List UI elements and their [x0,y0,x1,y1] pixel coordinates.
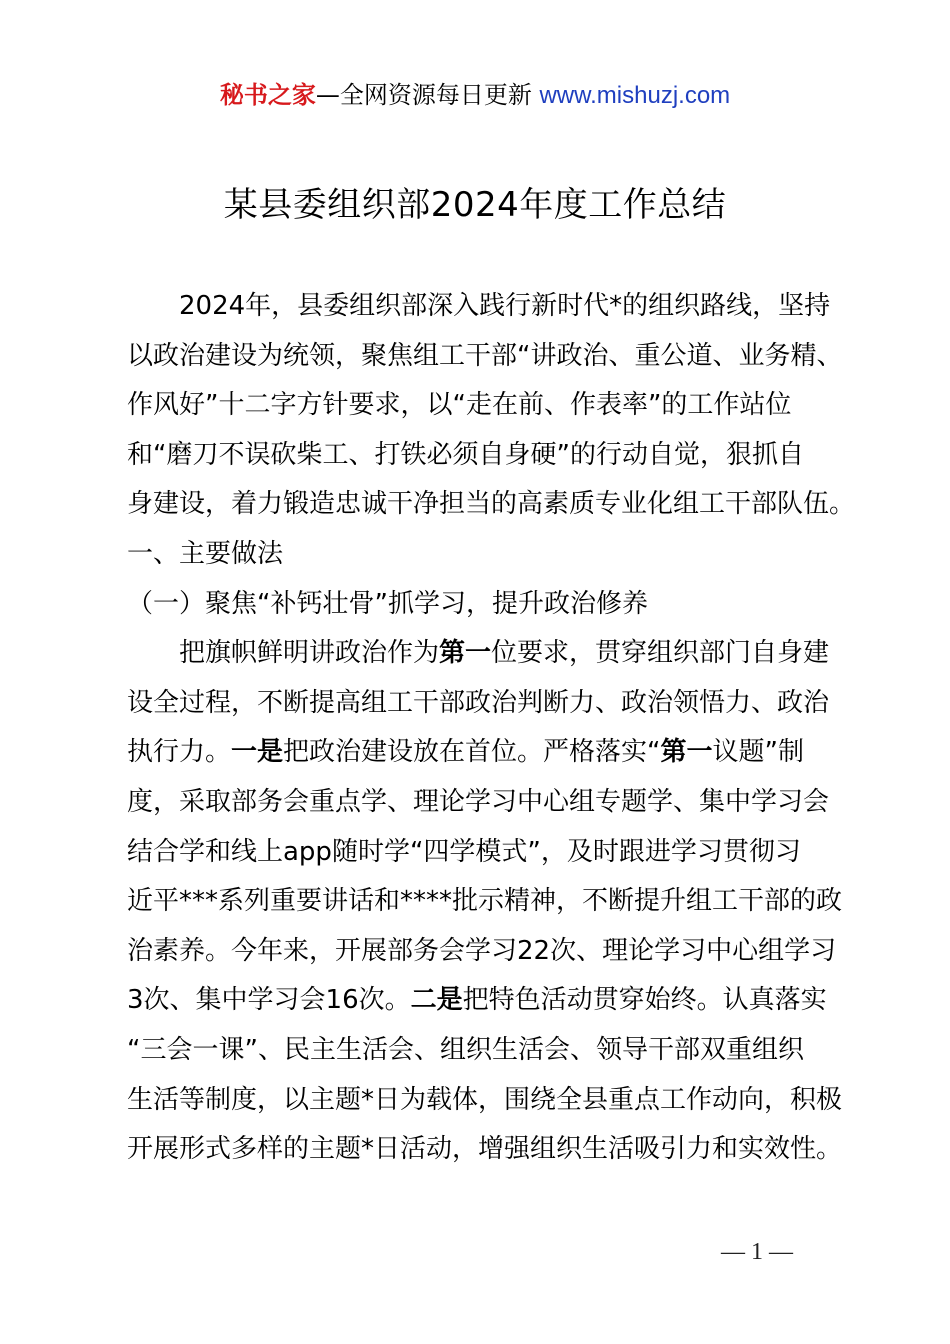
para-text: 3次、集中学习会16次。 [127,985,411,1016]
section-heading: 一、主要做法 [127,538,284,569]
document-body [127,282,856,1175]
body-paragraph [127,629,843,1175]
document-title: 某县委组织部2024年度工作总结 [223,185,727,225]
para-text: 把政治建设放在首位。严格落实“ [283,737,661,768]
emphasis-text: 第一 [660,737,713,768]
intro-paragraph [127,282,856,530]
para-text: 把特色活动贯穿始终。认真落实 [462,985,827,1016]
para-text: 执行力。 [127,737,232,768]
emphasis-text: 第一 [439,638,492,669]
header-slogan: —全网资源每日更新 [315,81,540,109]
para-line: 治素养。今年来，开展部务会学习22次、理论学习中心组学习 [127,935,837,966]
para-line: 度，采取部务会重点学、理论学习中心组专题学、集中学习会 [127,786,830,817]
para-line: 近平***系列重要讲话和****批示精神，不断提升组工干部的政 [127,886,843,917]
intro-line: 作风好”十二字方针要求，以“走在前、作表率”的工作站位 [127,390,792,421]
emphasis-text: 一是 [231,737,284,768]
para-line: “三会一课”、民主生活会、组织生活会、领导干部双重组织 [127,1034,804,1065]
intro-line: 2024年，县委组织部深入践行新时代*的组织路线，坚持 [179,291,831,321]
para-line [127,728,833,778]
para-line: 生活等制度，以主题*日为载体，围绕全县重点工作动向，积极 [127,1084,843,1115]
para-line [127,629,833,679]
brand-name: 秘书之家 [219,81,316,109]
emphasis-text: 二是 [410,985,463,1016]
para-text: 议题”制 [712,737,805,768]
intro-line: 和“磨刀不误砍柴工、打铁必须自身硬”的行动自觉，狠抓自 [127,439,804,470]
intro-line: 身建设，着力锻造忠诚干净担当的高素质专业化组工干部队伍。 [127,489,856,520]
site-url-link[interactable]: www.mishuzj.com [539,82,731,109]
intro-line: 以政治建设为统领，聚焦组工干部“讲政治、重公道、业务精、 [127,340,843,371]
para-line: 设全过程，不断提高组工干部政治判断力、政治领悟力、政治 [127,687,830,718]
para-line: 结合学和线上app随时学“四学模式”，及时跟进学习贯彻习 [127,836,801,867]
page-number: — 1 — [721,1239,793,1265]
para-line [127,976,833,1026]
para-text: 位要求，贯穿组织部门自身建 [491,638,830,669]
para-text: 把旗帜鲜明讲政治作为 [179,638,440,669]
para-line: 开展形式多样的主题*日活动，增强组织生活吸引力和实效性。 [127,1134,843,1165]
subsection-heading: （一）聚焦“补钙壮骨”抓学习，提升政治修养 [127,588,648,619]
site-header [0,78,950,113]
